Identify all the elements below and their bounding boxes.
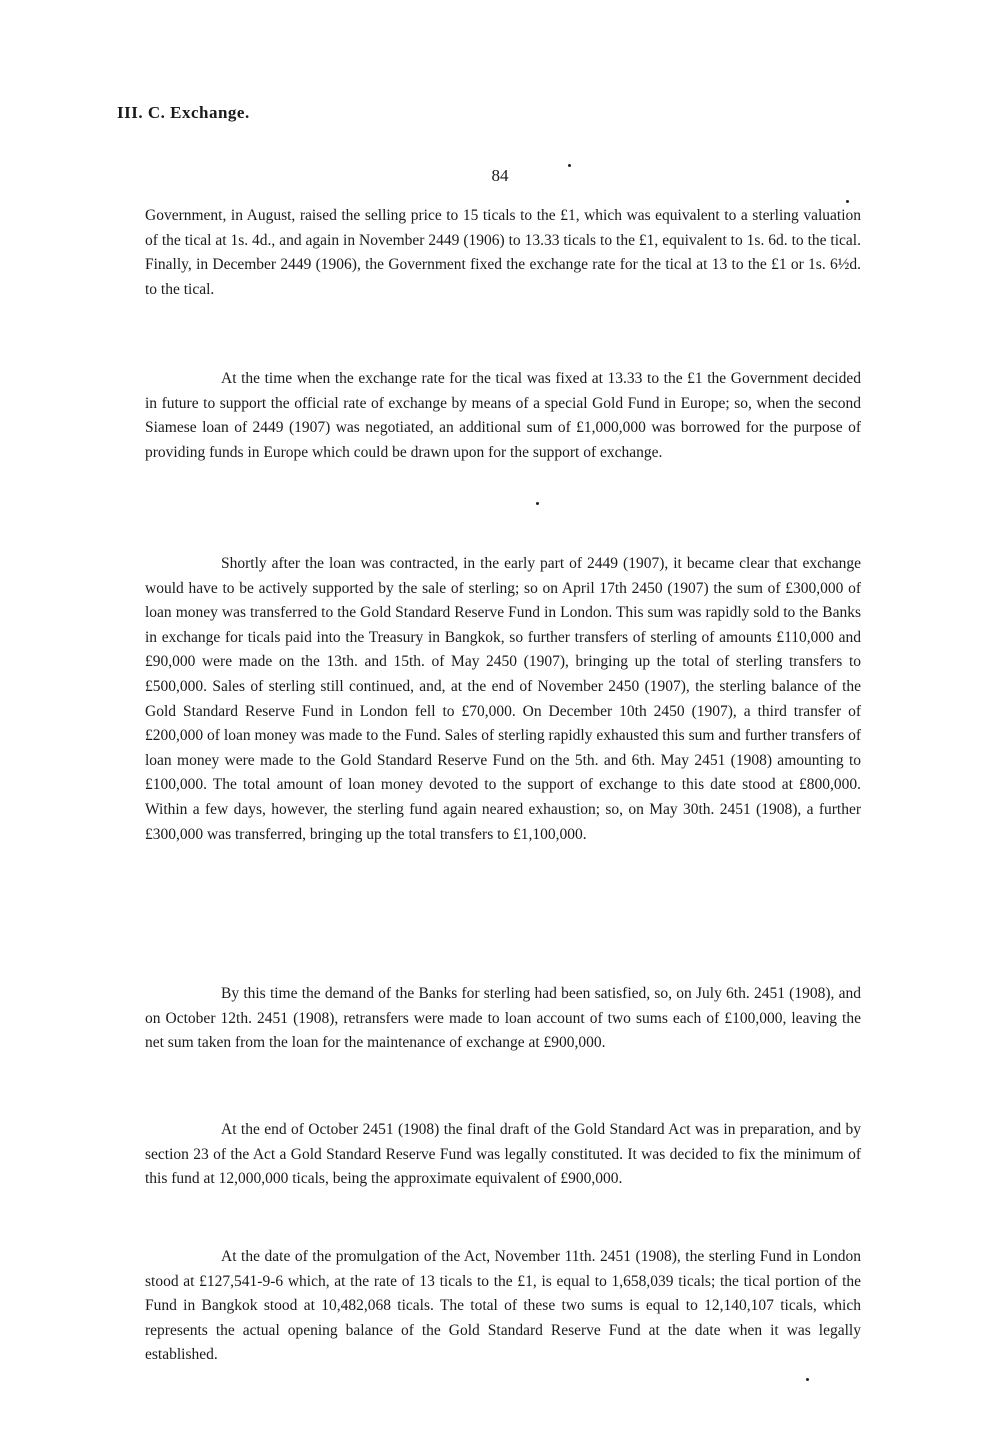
page-number: 84: [491, 166, 509, 185]
scan-speck: [568, 164, 571, 167]
paragraph-2: At the time when the exchange rate for the tical was fixed at 13.33 to the £1 the Government decided in future to support the official rate of exchange by means of a special Gold Fund in Europe; so, when the second Siamese loan of 2449 (1907) was negotiated, an additional sum of £1,000,000 was borrowed for the purpose of providing funds in Europe which could be drawn upon for the support of exchange.: [145, 370, 861, 461]
scan-speck: [536, 502, 539, 505]
paragraph-1: Government, in August, raised the selling price to 15 ticals to the £1, which was equivalent to a sterling valuation of the tical at 1s. 4d., and again in November 2449 (1906) to 13.33 ticals to the £1, equivalent to 1s. 6d. to the tical. Finally, in December 2449 (1906), the Government fixed the exchange rate for the tical at 13 to the £1 or 1s. 6½d. to the tical.: [145, 207, 861, 298]
section-heading: III. C. Exchange.: [117, 103, 250, 122]
paragraph-4: By this time the demand of the Banks for sterling had been satisfied, so, on July 6th. 2451 (1908), and on October 12th. 2451 (1908), retransfers were made to loan account of two sums each of £100,000, leaving the net sum taken from the loan for the maintenance of exchange at £900,000.: [145, 985, 861, 1052]
paragraph-3: Shortly after the loan was contracted, in the early part of 2449 (1907), it became clear that exchange would have to be actively supported by the sale of sterling; so on April 17th 2450 (1907) the sum of £300,000 of loan money was transferred to the Gold Standard Reserve Fund in London. This sum was rapidly sold to the Banks in exchange for ticals paid into the Treasury in Bangkok, so further transfers of sterling of amounts £110,000 and £90,000 were made on the 13th. and 15th. of May 2450 (1907), bringing up the total of sterling transfers to £500,000. Sales of sterling still continued, and, at the end of November 2450 (1907), the sterling balance of the Gold Standard Reserve Fund in London fell to £70,000. On December 10th 2450 (1907), a third transfer of £200,000 of loan money was made to the Fund. Sales of sterling rapidly exhausted this sum and further transfers of loan money were made to the Gold Standard Reserve Fund on the 5th. and 6th. May 2451 (1908) amounting to £100,000. The total amount of loan money devoted to the support of exchange to this date stood at £800,000. Within a few days, however, the sterling fund again neared exhaustion; so, on May 30th. 2451 (1908), a further £300,000 was transferred, bringing up the total transfers to £1,100,000.: [145, 555, 861, 843]
paragraph-5: At the end of October 2451 (1908) the final draft of the Gold Standard Act was in preparation, and by section 23 of the Act a Gold Standard Reserve Fund was legally constituted. It was decided to fix the minimum of this fund at 12,000,000 ticals, being the approximate equivalent of £900,000.: [145, 1121, 861, 1188]
scan-speck: [846, 200, 849, 203]
scan-speck: [806, 1378, 809, 1381]
paragraph-6: At the date of the promulgation of the Act, November 11th. 2451 (1908), the sterling Fund in London stood at £127,541-9-6 which, at the rate of 13 ticals to the £1, is equal to 1,658,039 ticals; the tical portion of the Fund in Bangkok stood at 10,482,068 ticals. The total of these two sums is equal to 12,140,107 ticals, which represents the actual opening balance of the Gold Standard Reserve Fund at the date when it was legally established.: [145, 1248, 861, 1364]
